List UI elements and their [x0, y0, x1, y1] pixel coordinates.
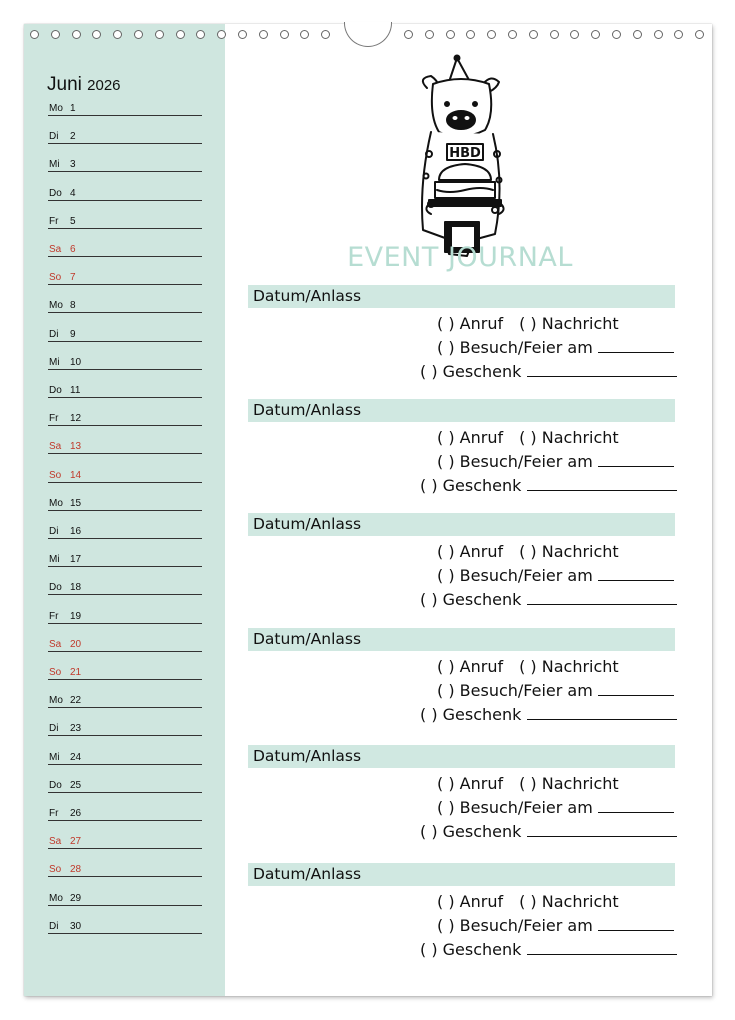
day-number: 30 — [70, 920, 82, 932]
day-row — [48, 752, 202, 765]
weekday-label: Mo — [49, 497, 63, 509]
gift-option-line — [420, 476, 677, 495]
day-number: 22 — [70, 695, 82, 707]
anruf-option[interactable]: ( ) Anruf — [437, 657, 504, 676]
nachricht-option[interactable]: ( ) Nachricht — [519, 657, 619, 676]
weekday-label: Sa — [49, 836, 62, 848]
day-number: 20 — [70, 638, 82, 650]
nachricht-option[interactable]: ( ) Nachricht — [519, 428, 619, 447]
weekday-label: Fr — [49, 808, 59, 819]
day-number: 1 — [70, 103, 76, 114]
anruf-option[interactable]: ( ) Anruf — [437, 314, 504, 333]
weekday-label: Di — [49, 526, 59, 537]
weekday-label: Do — [49, 582, 62, 594]
binding-hole — [134, 30, 143, 39]
binding-hole — [176, 30, 185, 39]
binding-hole — [446, 30, 455, 39]
binding-hole — [113, 30, 122, 39]
gift-option-line — [420, 590, 677, 609]
binding-hole — [487, 30, 496, 39]
month-name: Juni — [47, 74, 82, 95]
geschenk-field[interactable] — [527, 940, 677, 955]
geschenk-option[interactable]: ( ) Geschenk — [420, 822, 522, 841]
contact-options — [437, 657, 619, 676]
day-number: 4 — [70, 187, 76, 199]
binding-hole — [30, 30, 39, 39]
weekday-label: So — [49, 864, 62, 876]
day-number: 23 — [70, 723, 82, 735]
besuch-option[interactable]: ( ) Besuch/Feier am — [437, 681, 593, 700]
month-year: 2026 — [87, 77, 121, 94]
day-row — [48, 893, 202, 906]
day-number: 15 — [70, 497, 82, 509]
day-row — [48, 357, 202, 370]
contact-options — [437, 774, 619, 793]
weekday-label: Mo — [49, 892, 63, 904]
weekday-label: Di — [49, 920, 59, 932]
nachricht-option[interactable]: ( ) Nachricht — [519, 314, 619, 333]
day-number: 3 — [70, 159, 76, 171]
weekday-label: Sa — [49, 441, 62, 453]
binding-hole — [591, 30, 600, 39]
binding-hole — [92, 30, 101, 39]
journal-title: EVENT JOURNAL — [347, 242, 573, 273]
day-number: 14 — [70, 469, 82, 481]
day-row — [48, 244, 202, 257]
calendar-sidebar — [24, 24, 225, 996]
weekday-label: Fr — [49, 215, 59, 227]
besuch-date-field[interactable] — [598, 566, 674, 581]
day-row — [48, 470, 202, 483]
binding-hole — [674, 30, 683, 39]
day-row — [48, 526, 202, 539]
contact-options — [437, 892, 619, 911]
weekday-label: Mi — [49, 159, 60, 171]
anruf-option[interactable]: ( ) Anruf — [437, 428, 504, 447]
besuch-date-field[interactable] — [598, 452, 674, 467]
day-number: 19 — [70, 610, 82, 622]
day-row — [48, 695, 202, 708]
anruf-option[interactable]: ( ) Anruf — [437, 892, 504, 911]
day-row — [48, 639, 202, 652]
day-row — [48, 329, 202, 342]
journal-entry — [248, 513, 675, 623]
geschenk-field[interactable] — [527, 590, 677, 605]
anruf-option[interactable]: ( ) Anruf — [437, 542, 504, 561]
binding-hole — [425, 30, 434, 39]
visit-option-line — [437, 916, 674, 935]
geschenk-field[interactable] — [527, 705, 677, 720]
visit-option-line — [437, 681, 674, 700]
day-row — [48, 131, 202, 144]
binding-hole — [404, 30, 413, 39]
day-number: 26 — [70, 808, 82, 819]
day-row — [48, 582, 202, 595]
day-row — [48, 864, 202, 877]
besuch-date-field[interactable] — [598, 916, 674, 931]
day-row — [48, 611, 202, 624]
day-number: 13 — [70, 441, 82, 453]
calendar-page — [24, 24, 712, 996]
visit-option-line — [437, 798, 674, 817]
binding-hole — [217, 30, 226, 39]
day-number: 24 — [70, 751, 82, 763]
binding-hole — [51, 30, 60, 39]
day-row — [48, 441, 202, 454]
journal-entry — [248, 745, 675, 855]
binding-hole — [238, 30, 247, 39]
binding-hole — [280, 30, 289, 39]
binding-hole — [633, 30, 642, 39]
day-row — [48, 413, 202, 426]
month-title — [47, 74, 121, 96]
weekday-label: So — [49, 667, 62, 678]
entry-header — [248, 513, 675, 536]
day-number: 8 — [70, 300, 76, 312]
journal-entry — [248, 285, 675, 395]
day-row — [48, 723, 202, 736]
nachricht-option[interactable]: ( ) Nachricht — [519, 542, 619, 561]
day-number: 5 — [70, 215, 76, 227]
day-row — [48, 188, 202, 201]
binding-hole — [654, 30, 663, 39]
binding-hole — [321, 30, 330, 39]
day-row — [48, 667, 202, 680]
entry-header-label: Datum/Anlass — [253, 630, 362, 648]
nachricht-option[interactable]: ( ) Nachricht — [519, 892, 619, 911]
geschenk-option[interactable]: ( ) Geschenk — [420, 940, 522, 959]
day-row — [48, 159, 202, 172]
visit-option-line — [437, 338, 674, 357]
weekday-label: So — [49, 272, 62, 284]
day-number: 17 — [70, 554, 82, 566]
day-number: 29 — [70, 892, 82, 904]
day-number: 21 — [70, 667, 82, 678]
day-number: 12 — [70, 413, 82, 425]
binding-hole — [508, 30, 517, 39]
entry-header-label: Datum/Anlass — [253, 287, 362, 305]
weekday-label: Di — [49, 131, 59, 143]
entry-header-label: Datum/Anlass — [253, 865, 362, 883]
weekday-label: Fr — [49, 413, 59, 425]
day-number: 10 — [70, 356, 82, 368]
besuch-option[interactable]: ( ) Besuch/Feier am — [437, 916, 593, 935]
weekday-label: Sa — [49, 244, 62, 255]
besuch-option[interactable]: ( ) Besuch/Feier am — [437, 338, 593, 357]
day-number: 11 — [70, 385, 81, 396]
entry-header — [248, 745, 675, 768]
weekday-label: Mo — [49, 103, 63, 114]
day-row — [48, 216, 202, 229]
binding-hole — [155, 30, 164, 39]
day-number: 27 — [70, 836, 82, 848]
day-row — [48, 272, 202, 285]
binding-hole — [72, 30, 81, 39]
weekday-label: Do — [49, 385, 62, 396]
day-number: 9 — [70, 328, 76, 340]
journal-entry — [248, 628, 675, 738]
binding-hole — [695, 30, 704, 39]
besuch-date-field[interactable] — [598, 681, 674, 696]
journal-entry — [248, 863, 675, 973]
entry-header-label: Datum/Anlass — [253, 401, 362, 419]
weekday-label: Di — [49, 328, 59, 340]
day-number: 7 — [70, 272, 76, 284]
day-row — [48, 836, 202, 849]
entry-header — [248, 399, 675, 422]
day-row — [48, 103, 202, 116]
binding-hole — [612, 30, 621, 39]
day-number: 28 — [70, 864, 82, 876]
binding-hole — [550, 30, 559, 39]
entry-header — [248, 628, 675, 651]
gift-option-line — [420, 362, 677, 381]
day-row — [48, 808, 202, 821]
day-row — [48, 498, 202, 511]
day-row — [48, 780, 202, 793]
binding-hole — [300, 30, 309, 39]
gift-option-line — [420, 822, 677, 841]
besuch-option[interactable]: ( ) Besuch/Feier am — [437, 566, 593, 585]
giraffe-cake-illustration — [409, 54, 519, 269]
entry-header-label: Datum/Anlass — [253, 747, 362, 765]
binding-hole — [466, 30, 475, 39]
weekday-label: Fr — [49, 610, 59, 622]
binding-hole — [196, 30, 205, 39]
entry-header-label: Datum/Anlass — [253, 515, 362, 533]
contact-options — [437, 542, 619, 561]
weekday-label: Mi — [49, 554, 60, 566]
nachricht-option[interactable]: ( ) Nachricht — [519, 774, 619, 793]
contact-options — [437, 428, 619, 447]
besuch-date-field[interactable] — [598, 338, 674, 353]
geschenk-option[interactable]: ( ) Geschenk — [420, 590, 522, 609]
geschenk-field[interactable] — [527, 362, 677, 377]
day-row — [48, 385, 202, 398]
weekday-label: Do — [49, 779, 62, 791]
journal-entry — [248, 399, 675, 509]
geschenk-field[interactable] — [527, 476, 677, 491]
besuch-date-field[interactable] — [598, 798, 674, 813]
binding-hole — [259, 30, 268, 39]
geschenk-option[interactable]: ( ) Geschenk — [420, 476, 522, 495]
entry-header — [248, 285, 675, 308]
weekday-label: Mo — [49, 300, 63, 312]
day-row — [48, 921, 202, 934]
day-row — [48, 554, 202, 567]
gift-option-line — [420, 705, 677, 724]
visit-option-line — [437, 452, 674, 471]
day-number: 18 — [70, 582, 82, 594]
weekday-label: Mo — [49, 695, 63, 707]
visit-option-line — [437, 566, 674, 585]
day-number: 25 — [70, 779, 82, 791]
weekday-label: So — [49, 469, 62, 481]
contact-options — [437, 314, 619, 333]
gift-option-line — [420, 940, 677, 959]
weekday-label: Mi — [49, 751, 60, 763]
weekday-label: Do — [49, 187, 62, 199]
besuch-option[interactable]: ( ) Besuch/Feier am — [437, 798, 593, 817]
binding-hole — [529, 30, 538, 39]
weekday-label: Mi — [49, 356, 60, 368]
day-number: 6 — [70, 244, 76, 255]
geschenk-option[interactable]: ( ) Geschenk — [420, 705, 522, 724]
day-number: 2 — [70, 131, 76, 143]
binding-hole — [570, 30, 579, 39]
weekday-label: Sa — [49, 638, 62, 650]
day-number: 16 — [70, 526, 82, 537]
geschenk-field[interactable] — [527, 822, 677, 837]
geschenk-option[interactable]: ( ) Geschenk — [420, 362, 522, 381]
weekday-label: Di — [49, 723, 59, 735]
hbd-text: HBD — [449, 146, 481, 161]
entry-header — [248, 863, 675, 886]
anruf-option[interactable]: ( ) Anruf — [437, 774, 504, 793]
day-row — [48, 300, 202, 313]
besuch-option[interactable]: ( ) Besuch/Feier am — [437, 452, 593, 471]
